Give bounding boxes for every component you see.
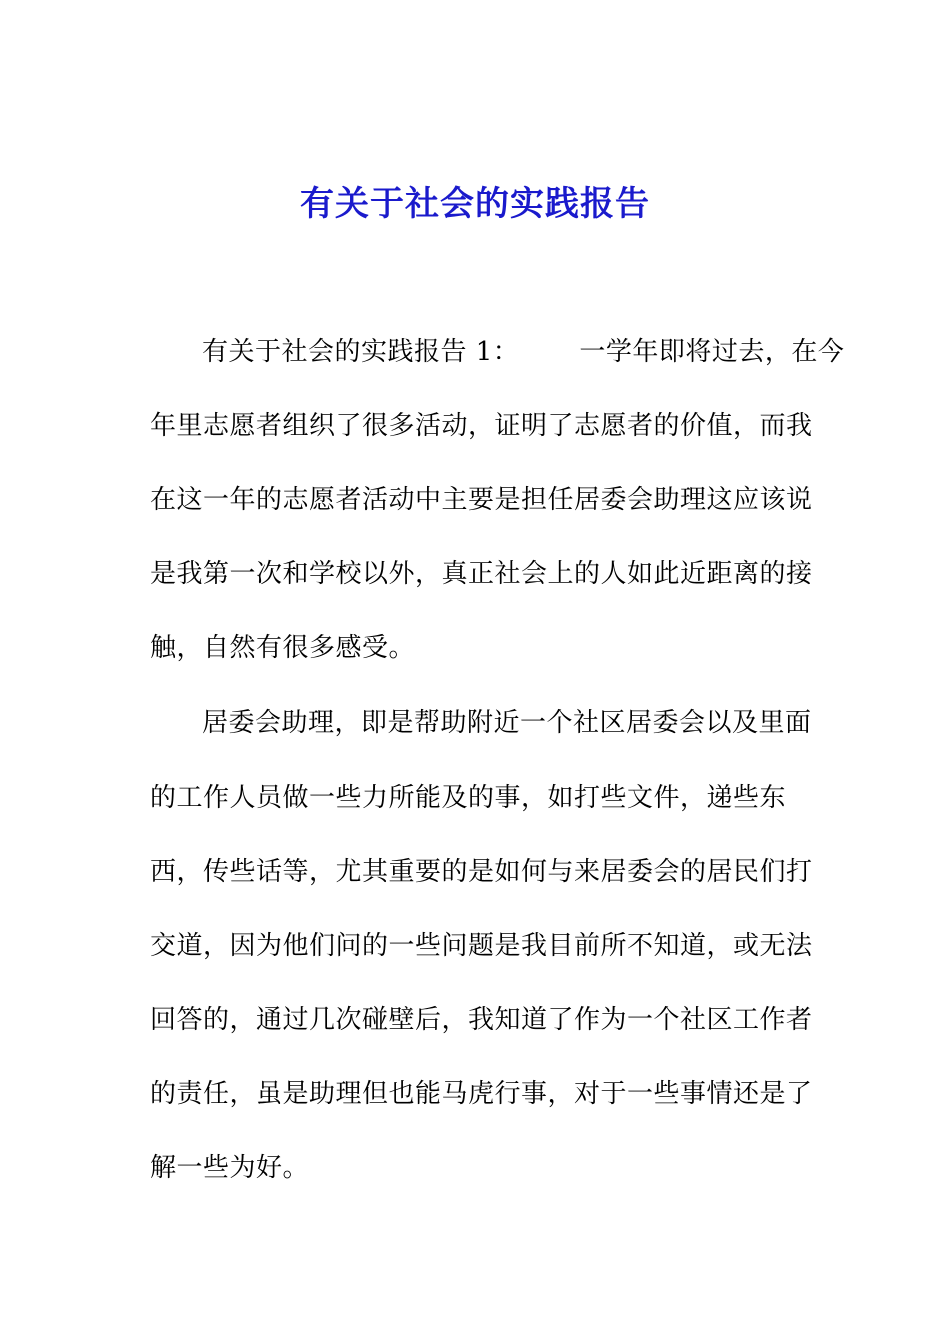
paragraph-2-line-2: 的工作人员做一些力所能及的事，如打些文件，递些东 xyxy=(150,783,787,813)
document-title: 有关于社会的实践报告 xyxy=(300,184,650,224)
paragraph-1-line-1 xyxy=(202,332,844,372)
paragraph-1-line-4: 是我第一次和学校以外，真正社会上的人如此近距离的接 xyxy=(150,559,813,589)
paragraph-2-line-3: 西，传些话等，尤其重要的是如何与来居委会的居民们打 xyxy=(150,857,813,887)
paragraph-2-line-1: 居委会助理，即是帮助附近一个社区居委会以及里面 xyxy=(202,708,812,738)
paragraph-2-line-5: 回答的，通过几次碰壁后，我知道了作为一个社区工作者 xyxy=(150,1005,813,1035)
paragraph-2-line-6: 的责任，虽是助理但也能马虎行事，对于一些事情还是了 xyxy=(150,1079,813,1109)
paragraph-1-line-3: 在这一年的志愿者活动中主要是担任居委会助理这应该说 xyxy=(150,485,813,515)
paragraph-2-line-7: 解一些为好。 xyxy=(150,1153,310,1183)
paragraph-1-lead: 有关于社会的实践报告 1： xyxy=(202,337,520,367)
paragraph-1-line-2: 年里志愿者组织了很多活动，证明了志愿者的价值，而我 xyxy=(150,411,813,441)
paragraph-1-line-5: 触，自然有很多感受。 xyxy=(150,633,416,663)
paragraph-1-line-1-rest: 一学年即将过去，在今 xyxy=(579,337,845,367)
paragraph-2-line-4: 交道，因为他们问的一些问题是我目前所不知道，或无法 xyxy=(150,931,813,961)
